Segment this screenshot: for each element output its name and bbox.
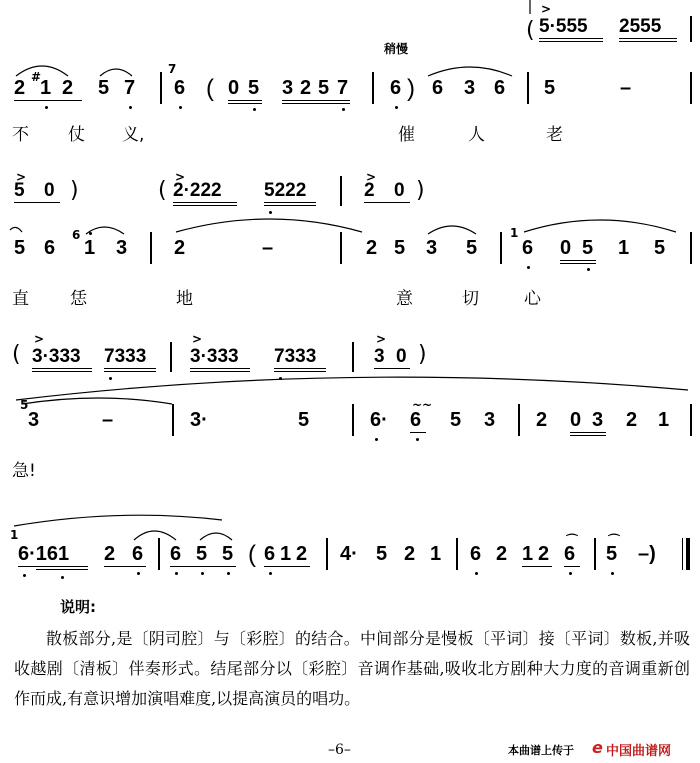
lyric: 直 xyxy=(12,289,29,309)
lyric: 老 xyxy=(546,125,563,145)
lyric: 不 xyxy=(12,125,29,145)
accomp-note: 2555 xyxy=(619,16,662,37)
dash: – xyxy=(102,409,114,431)
accomp-note: 2 xyxy=(364,180,375,201)
accomp-bracket-left: ( xyxy=(12,342,21,367)
lyric: 急! xyxy=(12,461,36,481)
accent-mark: > xyxy=(16,170,27,184)
accomp-bracket-right: ) xyxy=(416,178,425,203)
accomp-note: 3·333 xyxy=(190,346,239,367)
dash: – xyxy=(620,77,632,99)
accomp-note: 3·333 xyxy=(32,346,81,367)
lyric: 意 xyxy=(396,289,413,309)
note: 1 xyxy=(618,237,630,259)
note: 2 xyxy=(404,543,416,565)
note: 2 xyxy=(104,543,116,565)
note: 2 xyxy=(496,543,508,565)
accomp-bracket-left: ( xyxy=(526,18,535,43)
accomp-note: 5 xyxy=(14,180,25,201)
note: 2 xyxy=(300,77,312,99)
dash: – xyxy=(262,237,274,259)
bracket: ) xyxy=(407,75,415,102)
note: 1 xyxy=(280,543,292,565)
note: 1 xyxy=(522,543,534,565)
grace-note: 5 xyxy=(20,398,29,412)
accomp-bracket-right: ) xyxy=(418,342,427,367)
note: 6 xyxy=(132,543,144,565)
note: 6 xyxy=(170,543,182,565)
note: 5 xyxy=(654,237,666,259)
slur xyxy=(100,69,132,76)
note: 5 xyxy=(394,237,406,259)
note: 7 xyxy=(124,77,136,99)
slur xyxy=(176,219,362,232)
note: 6 xyxy=(470,543,482,565)
accomp-note: 7333 xyxy=(104,346,147,367)
lyric: 人 xyxy=(468,125,485,145)
note: 6 xyxy=(564,543,576,565)
lyric: 恁 xyxy=(70,289,87,309)
note: 6· xyxy=(370,409,388,431)
accomp-bracket-left: ( xyxy=(158,178,167,203)
upload-note: 本曲谱上传于 xyxy=(508,744,574,757)
lyric: 心 xyxy=(524,289,541,309)
bracket: ( xyxy=(248,541,256,568)
accent-mark: > xyxy=(192,332,203,346)
slur xyxy=(200,533,232,540)
note: 3 xyxy=(484,409,496,431)
note: 6 xyxy=(494,77,506,99)
note: 2 xyxy=(626,409,638,431)
note: 5 xyxy=(606,543,618,565)
note: 1 xyxy=(430,543,442,565)
grace-note: 1 xyxy=(510,226,519,240)
accomp-note: 5222 xyxy=(264,180,307,201)
note-group: 6·161 xyxy=(18,543,70,565)
accent-mark: > xyxy=(541,2,552,16)
note: 0 xyxy=(228,77,240,99)
note: 3 xyxy=(592,409,604,431)
accomp-note: 0 xyxy=(44,180,55,201)
lyric: 催 xyxy=(398,125,415,145)
note: 6 xyxy=(44,237,56,259)
dash: –) xyxy=(638,543,656,565)
ornament-mark: ~~ xyxy=(412,398,433,412)
lyric: 仗 xyxy=(68,125,85,145)
accomp-note: 0 xyxy=(396,346,407,367)
slur xyxy=(16,66,68,76)
note: 6 xyxy=(264,543,276,565)
grace-note: 1 xyxy=(10,528,19,542)
accent-mark: > xyxy=(376,332,387,346)
sharp-sign: # xyxy=(31,70,42,84)
note: 1 xyxy=(658,409,670,431)
bracket: ( xyxy=(206,75,214,102)
slur xyxy=(428,226,476,234)
note: 2 xyxy=(174,237,186,259)
note: 6 xyxy=(410,409,422,431)
accomp-note: 3 xyxy=(374,346,385,367)
accomp-note: 7333 xyxy=(274,346,317,367)
lyric: 义, xyxy=(122,125,145,145)
note: 2 xyxy=(296,543,308,565)
slur xyxy=(10,227,22,232)
note: 5 xyxy=(196,543,208,565)
note: 3 xyxy=(28,409,40,431)
note: 3 xyxy=(116,237,128,259)
note: 7 xyxy=(337,77,349,99)
accomp-note: 2·222 xyxy=(173,180,222,201)
fermata: ⌒ xyxy=(566,533,579,547)
note: 5 xyxy=(222,543,234,565)
note: 5 xyxy=(376,543,388,565)
note: 2 xyxy=(62,77,74,99)
note: 0 xyxy=(570,409,582,431)
accomp-note: 0 xyxy=(394,180,405,201)
note: 3 xyxy=(464,77,476,99)
note: 2 xyxy=(14,77,26,99)
note: 3 xyxy=(426,237,438,259)
grace-note: 6 xyxy=(72,228,81,242)
note: 3· xyxy=(190,409,208,431)
site-name[interactable]: 中国曲谱网 xyxy=(606,744,672,759)
accent-mark: > xyxy=(175,170,186,184)
note: 5 xyxy=(582,237,594,259)
slur xyxy=(22,398,172,404)
tempo-mark: 稍慢 xyxy=(384,42,409,56)
note: 6 xyxy=(390,77,402,99)
slur xyxy=(428,67,512,76)
note: 5 xyxy=(318,77,330,99)
note: 2 xyxy=(536,409,548,431)
note: 1 xyxy=(40,77,52,99)
note: 6 xyxy=(174,77,186,99)
slur xyxy=(524,220,676,232)
lyric: 地 xyxy=(176,289,193,309)
accomp-bracket-right: ) xyxy=(70,178,79,203)
fermata: ⌒ xyxy=(608,533,621,547)
slur xyxy=(14,515,222,526)
grace-note: 7 xyxy=(168,62,177,76)
explanation-heading: 说明: xyxy=(60,598,96,616)
note: 5 xyxy=(298,409,310,431)
slur xyxy=(86,227,124,234)
note: 6 xyxy=(432,77,444,99)
slur xyxy=(16,377,688,400)
note: 2 xyxy=(538,543,550,565)
note: 2 xyxy=(366,237,378,259)
slur xyxy=(134,531,176,540)
note: 1 xyxy=(84,237,96,259)
accent-mark: > xyxy=(366,170,377,184)
note: 5 xyxy=(544,77,556,99)
note: 5 xyxy=(14,237,26,259)
accent-mark: > xyxy=(34,332,45,346)
note: 5 xyxy=(450,409,462,431)
note: 5 xyxy=(98,77,110,99)
site-logo-icon: e xyxy=(592,738,603,757)
note: 3 xyxy=(282,77,294,99)
note: 5 xyxy=(248,77,260,99)
note: 0 xyxy=(560,237,572,259)
lyric: 切 xyxy=(462,289,479,309)
explanation-paragraph: 散板部分,是〔阴司腔〕与〔彩腔〕的结合。中间部分是慢板〔平词〕接〔平词〕数板,并吸收越剧〔清板〕伴奏形式。结尾部分以〔彩腔〕音调作基础,吸收北方剧种大力度的音调重新创作而成,有意识增加演唱难度,以提高演员的唱功。 xyxy=(14,629,690,708)
note: 4· xyxy=(340,543,358,565)
note: 5 xyxy=(466,237,478,259)
page-number: –6– xyxy=(328,742,351,758)
accomp-note: 5·555 xyxy=(539,16,588,37)
note: 6 xyxy=(522,237,534,259)
